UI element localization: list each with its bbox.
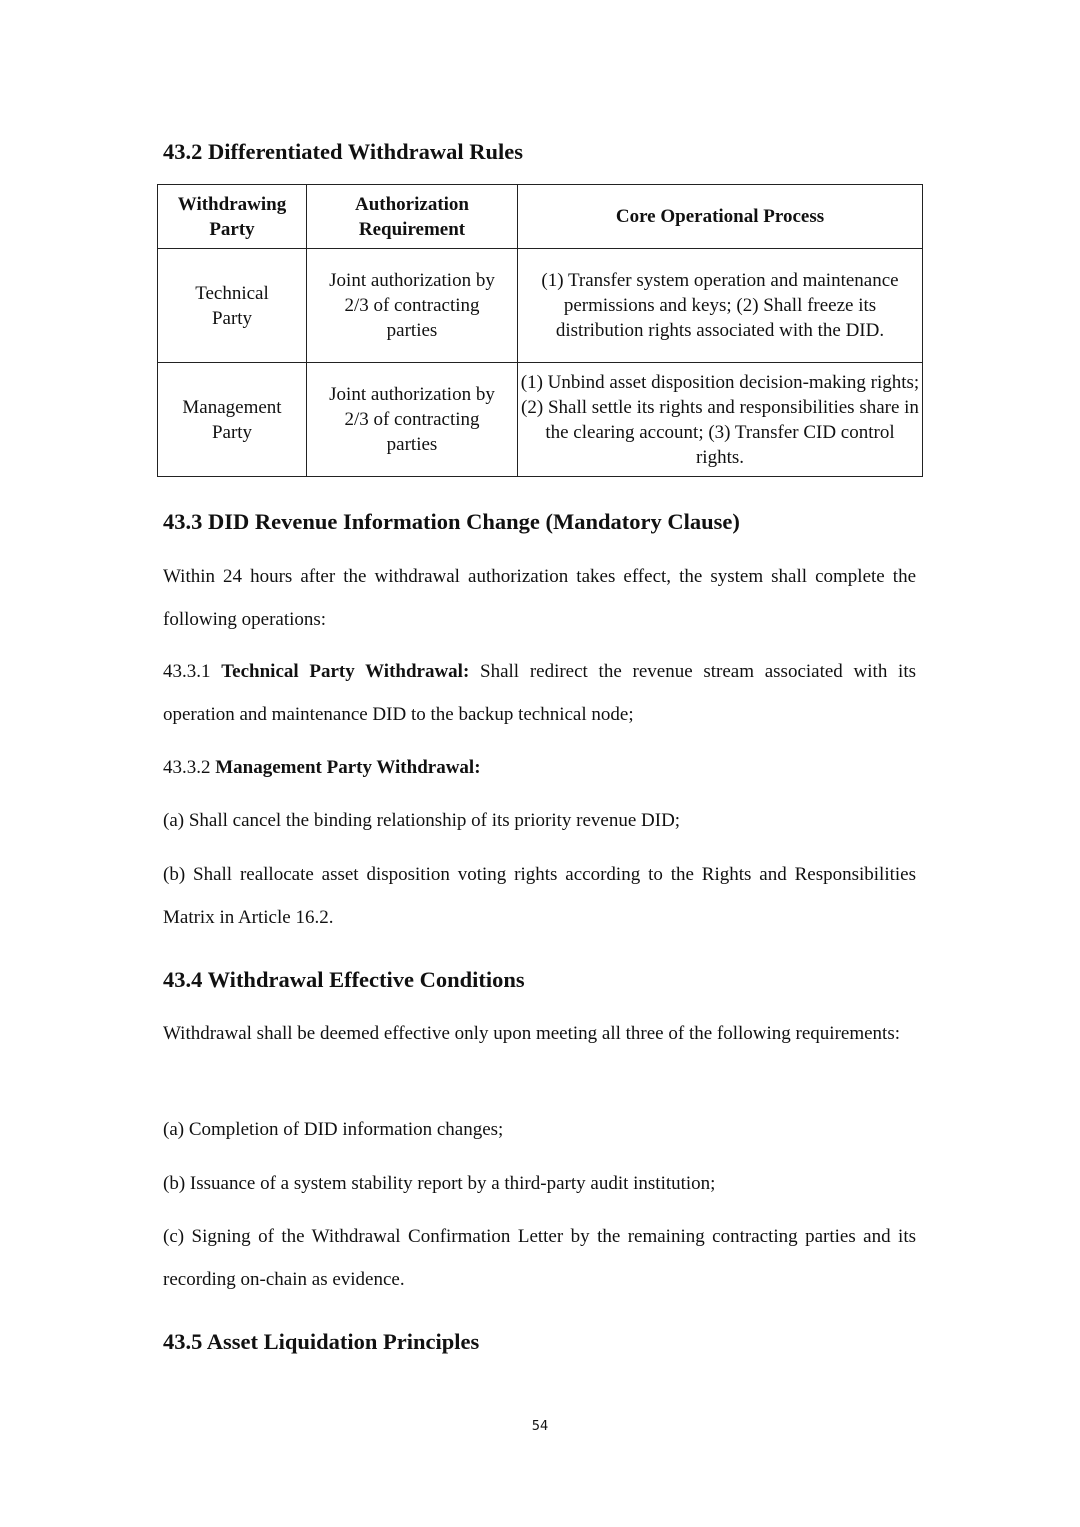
cell-authorization: Joint authorization by 2/3 of contracting parties (307, 363, 518, 477)
list-item-a: (a) Completion of DID information changes; (163, 1119, 504, 1140)
list-item-c: (c) Signing of the Withdrawal Confirmation Letter by the remaining contracting parties and its recording on-chain as evidence. (163, 1226, 916, 1290)
withdrawal-rules-table (157, 184, 923, 477)
clause-number: 43.3.1 (163, 661, 211, 682)
paragraph-43-3-2 (163, 746, 916, 789)
paragraph-43-4-intro: Withdrawal shall be deemed effective only upon meeting all three of the following requirements: (163, 1023, 901, 1044)
cell-process: (1) Transfer system operation and maintenance permissions and keys; (2) Shall freeze its distribution rights associated with the DID. (518, 249, 923, 363)
table-header-row (158, 185, 923, 249)
header-core-operational-process: Core Operational Process (518, 185, 923, 249)
clause-heading: Management Party Withdrawal: (215, 757, 481, 778)
page-number: 54 (531, 1419, 549, 1434)
table-row (158, 363, 923, 477)
list-item-b: (b) Shall reallocate asset disposition voting rights according to the Rights and Responsibilities Matrix in Article 16.2. (163, 864, 916, 928)
list-item-a: (a) Shall cancel the binding relationship of its priority revenue DID; (163, 810, 681, 831)
cell-process: (1) Unbind asset disposition decision-making rights; (2) Shall settle its rights and responsibilities share in the clearing account; (3) Transfer CID control rights. (518, 363, 923, 477)
section-heading-43-5: 43.5 Asset Liquidation Principles (163, 1329, 480, 1354)
list-item-b: (b) Issuance of a system stability report by a third-party audit institution; (163, 1173, 716, 1194)
header-withdrawing-party: Withdrawing Party (158, 185, 307, 249)
section-heading-43-3: 43.3 DID Revenue Information Change (Mandatory Clause) (163, 509, 740, 534)
paragraph-43-3-1 (163, 650, 916, 736)
clause-number: 43.3.2 (163, 757, 211, 778)
clause-text: Shall redirect the revenue stream associated with its operation and maintenance DID to the backup technical node; (163, 661, 916, 725)
section-heading-43-4: 43.4 Withdrawal Effective Conditions (163, 967, 525, 992)
table-row (158, 249, 923, 363)
clause-heading: Technical Party Withdrawal: (221, 661, 470, 682)
section-heading-43-2: 43.2 Differentiated Withdrawal Rules (163, 139, 523, 164)
header-authorization-requirement: Authorization Requirement (307, 185, 518, 249)
cell-authorization: Joint authorization by 2/3 of contracting parties (307, 249, 518, 363)
paragraph-43-3-intro: Within 24 hours after the withdrawal authorization takes effect, the system shall complete the following operations: (163, 566, 916, 630)
cell-party: Management Party (158, 363, 307, 477)
cell-party: Technical Party (158, 249, 307, 363)
